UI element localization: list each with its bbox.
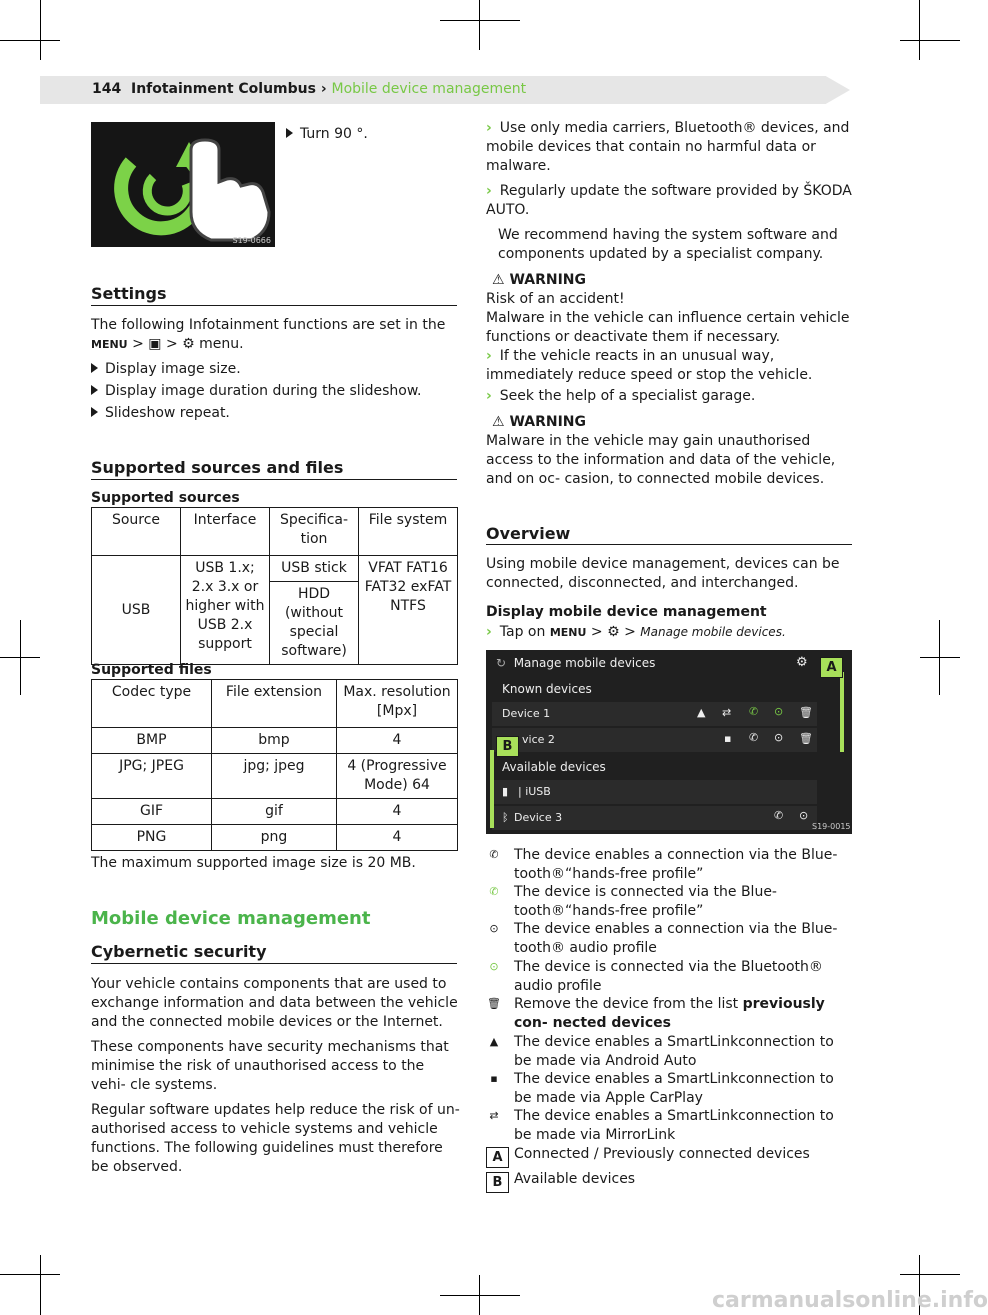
sources-table: [91, 507, 458, 665]
figure-code: S19-0666: [232, 236, 271, 245]
warning-icon: ⚠: [492, 414, 505, 430]
header-sep: ›: [320, 81, 327, 97]
tap-instruction: › Tap on MENU > ⚙ > Manage mobile devices.: [486, 624, 786, 640]
android-auto-icon[interactable]: ▲: [697, 706, 706, 719]
legend-text: The device enables a SmartLinkconnection to be made via Android Auto: [514, 1034, 834, 1069]
legend-text: The device enables a SmartLinkconnection to be made via MirrorLink: [514, 1108, 834, 1143]
mdm-heading: Mobile device management: [91, 908, 371, 929]
supported-heading: Supported sources and files: [91, 458, 344, 477]
cyber-heading: Cybernetic security: [91, 942, 267, 961]
divider: [486, 544, 852, 545]
display-heading: Display mobile device management: [486, 604, 767, 620]
callout-label-a: A: [820, 657, 843, 678]
legend-text: The device enables a SmartLinkconnection to be made via Apple CarPlay: [514, 1071, 834, 1106]
menu-key: MENU: [91, 338, 128, 351]
list-item: Display image size.: [91, 360, 461, 379]
guideline-2: › Regularly update the software provided by ŠKODA AUTO.: [486, 183, 852, 218]
legend-text: Remove the device from the list previously con- nected devices: [514, 996, 825, 1031]
table-cell: USB: [92, 556, 181, 665]
watermark: carmanualsonline.info: [712, 1288, 988, 1313]
crop-mark: [440, 1295, 520, 1296]
page-number: 144: [92, 81, 122, 97]
legend-label-a: A: [486, 1147, 509, 1168]
table-header: Specifica- tion: [270, 508, 359, 556]
guideline-1: › Use only media carriers, Bluetooth® devices, and mobile devices that contain no harmful data or malware.: [486, 120, 850, 174]
crop-mark: [0, 1274, 60, 1275]
table-cell: USB 1.x; 2.x 3.x or higher with USB 2.x support: [181, 556, 270, 665]
bracket-a: [840, 672, 844, 752]
media-icon: ▣: [148, 336, 162, 352]
rotate-instruction: Turn 90 °.: [286, 125, 368, 144]
table-cell: HDD (without special software): [270, 582, 359, 665]
table-header: Source: [92, 508, 181, 556]
warning-1-title: ⚠ WARNING: [492, 272, 586, 288]
android-auto-icon: ▲: [489, 1035, 499, 1048]
device-row[interactable]: ᛒ Device 3 ✆ ⊙: [492, 806, 817, 830]
warning-1-line-2: Malware in the vehicle can influence certain vehicle functions or deactivate them if necessary.: [486, 310, 850, 345]
legend-text: The device is connected via the Blue- tooth®“hands-free profile”: [514, 884, 777, 919]
crop-mark: [0, 657, 40, 658]
cyber-para-3: Regular software updates help reduce the risk of un- authorised access to vehicle systems and vehicle functions. The following guidelines must therefore be observed.: [91, 1102, 460, 1175]
audio-play-icon: ⊙: [489, 922, 499, 935]
table-row: JPG; JPEG jpg; jpeg 4 (Progressive Mode) 64: [92, 754, 458, 799]
overview-heading: Overview: [486, 524, 571, 543]
bt-phone-connected-icon: ✆: [489, 885, 499, 898]
crop-mark: [0, 40, 60, 41]
mirrorlink-icon[interactable]: ⇄: [722, 706, 732, 719]
screen-title: ↻ Manage mobile devices: [496, 656, 656, 670]
carplay-icon: ▪: [490, 1072, 498, 1085]
carplay-icon[interactable]: ▪: [724, 732, 732, 745]
legend-text: The device enables a connection via the Blue- tooth® audio profile: [514, 921, 838, 956]
table-row: PNG png 4: [92, 825, 458, 851]
warning-2-text: Malware in the vehicle may gain unauthorised access to the information and data of the vehicle, and on oc- casion, to connected mobile devices.: [486, 433, 836, 487]
usb-icon: ▮: [502, 785, 509, 798]
cyber-para-2: These components have security mechanisms that minimise the risk of unauthorised access to the vehi- cle systems.: [91, 1039, 449, 1093]
warning-icon: ⚠: [492, 272, 505, 288]
bullet-triangle-icon: [286, 128, 293, 138]
settings-icon: ⚙: [607, 624, 620, 640]
audio-play-icon[interactable]: ⊙: [799, 809, 809, 822]
crop-mark: [919, 0, 920, 60]
crop-mark: [920, 657, 960, 658]
table-row: GIF gif 4: [92, 799, 458, 825]
figure-code: S19-0015: [812, 822, 851, 831]
available-devices-label: Available devices: [502, 760, 606, 774]
guideline-note: We recommend having the system software and components updated by a specialist company.: [498, 227, 838, 262]
files-heading: Supported files: [91, 662, 212, 678]
device-row[interactable]: ▮ | iUSB: [492, 780, 817, 804]
trash-icon[interactable]: 🗑: [799, 732, 813, 745]
divider: [91, 479, 457, 480]
trash-icon: 🗑: [487, 997, 501, 1010]
divider: [91, 963, 457, 964]
legend-text: Connected / Previously connected devices: [514, 1146, 810, 1162]
settings-icon: ⚙: [182, 336, 195, 352]
settings-list: [91, 360, 461, 423]
crop-mark: [40, 1255, 41, 1315]
list-item: Display image duration during the slideshow.: [91, 382, 461, 401]
refresh-icon: ↻: [496, 656, 507, 670]
device-screen: [486, 650, 852, 834]
rotate-figure: [91, 122, 275, 247]
device-row[interactable]: Device 1 ▲ ⇄ ✆ ⊙ 🗑: [492, 702, 817, 726]
crop-mark: [40, 0, 41, 60]
overview-para: Using mobile device management, devices can be connected, disconnected, and interchanged.: [486, 556, 840, 591]
table-header: Codec type: [92, 680, 212, 728]
warning-2-title: ⚠ WARNING: [492, 414, 586, 430]
divider: [91, 305, 457, 306]
cyber-para-1: Your vehicle contains components that are used to exchange information and data between the vehicle and the connected mobile devices or the Internet.: [91, 976, 458, 1030]
audio-connected-icon[interactable]: ⊙: [774, 705, 784, 718]
audio-connected-icon: ⊙: [489, 960, 499, 973]
crop-mark: [900, 1274, 960, 1275]
trash-icon[interactable]: 🗑: [799, 706, 813, 719]
settings-heading: Settings: [91, 284, 167, 303]
table-header: File system: [359, 508, 458, 556]
crop-mark: [440, 20, 520, 21]
sources-heading: Supported sources: [91, 490, 240, 506]
max-size-note: The maximum supported image size is 20 MB.: [91, 855, 416, 871]
warning-1-bullet-2: › Seek the help of a specialist garage.: [486, 388, 756, 404]
legend-text: Available devices: [514, 1171, 636, 1187]
bt-phone-icon[interactable]: ✆: [749, 731, 759, 744]
table-header: Interface: [181, 508, 270, 556]
table-cell: USB stick: [270, 556, 359, 582]
settings-intro: The following Infotainment functions are set in the MENU > ▣ > ⚙ menu.: [91, 317, 446, 352]
callout-label-b: B: [496, 736, 519, 757]
bracket-b: [490, 750, 494, 828]
gear-icon: ⚙: [796, 655, 808, 670]
table-cell: VFAT FAT16 FAT32 exFAT NTFS: [359, 556, 458, 665]
crop-mark: [900, 40, 960, 41]
header: [92, 81, 526, 97]
list-item: Slideshow repeat.: [91, 404, 461, 423]
bt-phone-connected-icon[interactable]: ✆: [749, 705, 759, 718]
header-subsection: Mobile device management: [331, 81, 527, 97]
bluetooth-icon: ᛒ: [502, 811, 509, 824]
rotate-gesture-icon: [91, 122, 275, 247]
warning-1-bullet-1: › If the vehicle reacts in an unusual way, immediately reduce speed or stop the vehicle.: [486, 348, 813, 383]
bt-phone-icon: ✆: [489, 848, 499, 861]
device-row[interactable]: vice 2 ▪ ✆ ⊙ 🗑: [492, 728, 817, 752]
table-row: BMP bmp 4: [92, 728, 458, 754]
legend-label-b: B: [486, 1172, 509, 1193]
mirrorlink-icon: ⇄: [489, 1109, 499, 1122]
known-devices-label: Known devices: [502, 682, 592, 696]
table-header: File extension: [212, 680, 337, 728]
bt-phone-icon[interactable]: ✆: [774, 809, 784, 822]
legend-text: The device is connected via the Bluetooth® audio profile: [514, 959, 823, 994]
crop-mark: [479, 0, 480, 50]
warning-1-line-1: Risk of an accident!: [486, 291, 625, 307]
header-section: Infotainment Columbus: [130, 81, 316, 97]
files-table: [91, 679, 458, 851]
table-header: Max. resolution [Mpx]: [337, 680, 458, 728]
legend-text: The device enables a connection via the Blue- tooth®“hands-free profile”: [514, 847, 838, 882]
audio-play-icon[interactable]: ⊙: [774, 731, 784, 744]
